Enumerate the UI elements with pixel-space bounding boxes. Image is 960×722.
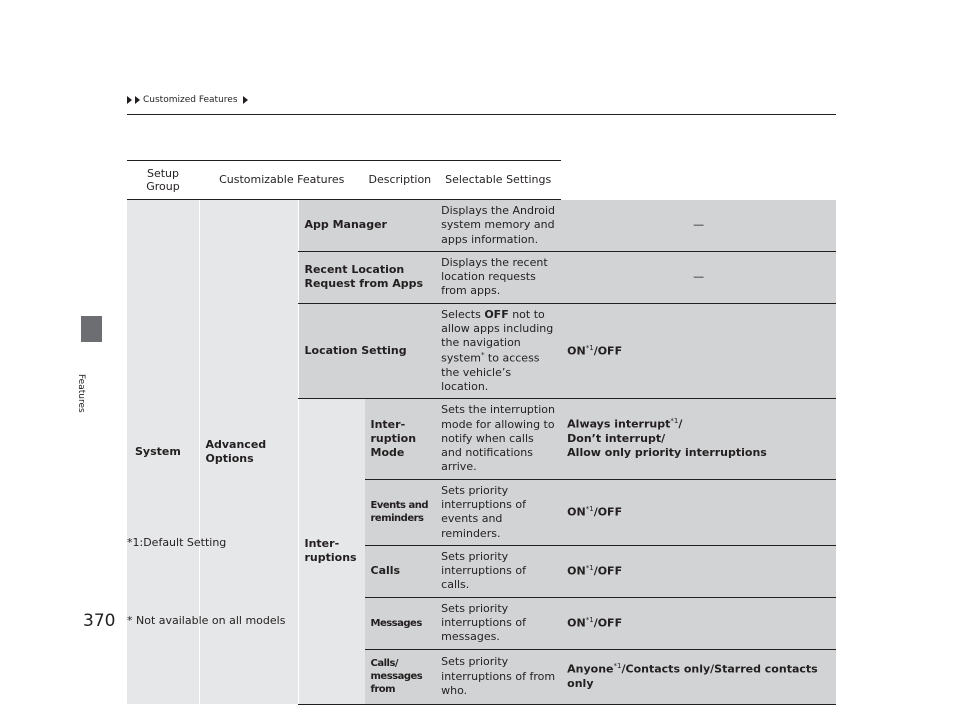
desc-calls-messages-from: Sets priority interruptions of from who. [435, 649, 561, 704]
default-setting-note: *1:Default Setting [127, 536, 227, 549]
group-system: System [127, 200, 199, 705]
feature-calls-messages-from: Calls/ messages from [365, 649, 436, 704]
feature-interruption-mode: Inter-ruption Mode [365, 399, 436, 479]
header-customizable-features: Customizable Features [199, 161, 365, 200]
breadcrumb-arrow-icon [127, 96, 132, 104]
setting-location-setting: ON$^{*1}$/OFF [561, 303, 836, 398]
desc-recent-location: Displays the recent location requests from apps. [435, 251, 561, 303]
header-description: Description [365, 161, 436, 200]
chapter-side-label: Features [76, 374, 86, 413]
breadcrumb-arrow-icon [135, 96, 140, 104]
desc-events-reminders: Sets priority interruptions of events and reminders. [435, 479, 561, 545]
header-selectable-settings: Selectable Settings [435, 161, 561, 200]
footnote-availability: * Not available on all models [127, 614, 286, 627]
desc-messages: Sets priority interruptions of messages. [435, 597, 561, 649]
feature-interruptions: Inter-ruptions [298, 399, 365, 704]
header-setup-group: Setup Group [127, 161, 199, 200]
feature-events-reminders: Events and reminders [365, 479, 436, 545]
page-number: 370 [83, 611, 116, 631]
desc-interruption-mode: Sets the interruption mode for allowing to notify when calls and notifications arrive. [435, 399, 561, 479]
setting-events-reminders: ON$^{*1}$/OFF [561, 479, 836, 545]
feature-location-setting: Location Setting [298, 303, 435, 398]
breadcrumb-link[interactable]: Customized Features [143, 95, 238, 105]
breadcrumb-arrow-icon [243, 96, 248, 104]
header-rule [127, 114, 836, 115]
feature-recent-location: Recent Location Request from Apps [298, 251, 435, 303]
feature-app-manager: App Manager [298, 200, 435, 252]
setting-calls: ON$^{*1}$/OFF [561, 545, 836, 597]
desc-app-manager: Displays the Android system memory and apps information. [435, 200, 561, 252]
subgroup-advanced-options: Advanced Options [199, 200, 298, 705]
setting-recent-location: — [561, 251, 836, 303]
feature-messages: Messages [365, 597, 436, 649]
breadcrumb [127, 95, 249, 105]
chapter-tab-marker [81, 316, 102, 342]
desc-calls: Sets priority interruptions of calls. [435, 545, 561, 597]
setting-interruption-mode: Always interrupt$^{*1}$/ Don’t interrupt/ Allow only priority interruptions [561, 399, 836, 479]
feature-calls: Calls [365, 545, 436, 597]
setting-app-manager: — [561, 200, 836, 252]
desc-location-setting: Selects OFF not to allow apps including the navigation system* to access the vehicle’s location. [435, 303, 561, 398]
setting-calls-messages-from: Anyone$^{*1}$/Contacts only/Starred contacts only [561, 649, 836, 704]
setting-messages: ON$^{*1}$/OFF [561, 597, 836, 649]
